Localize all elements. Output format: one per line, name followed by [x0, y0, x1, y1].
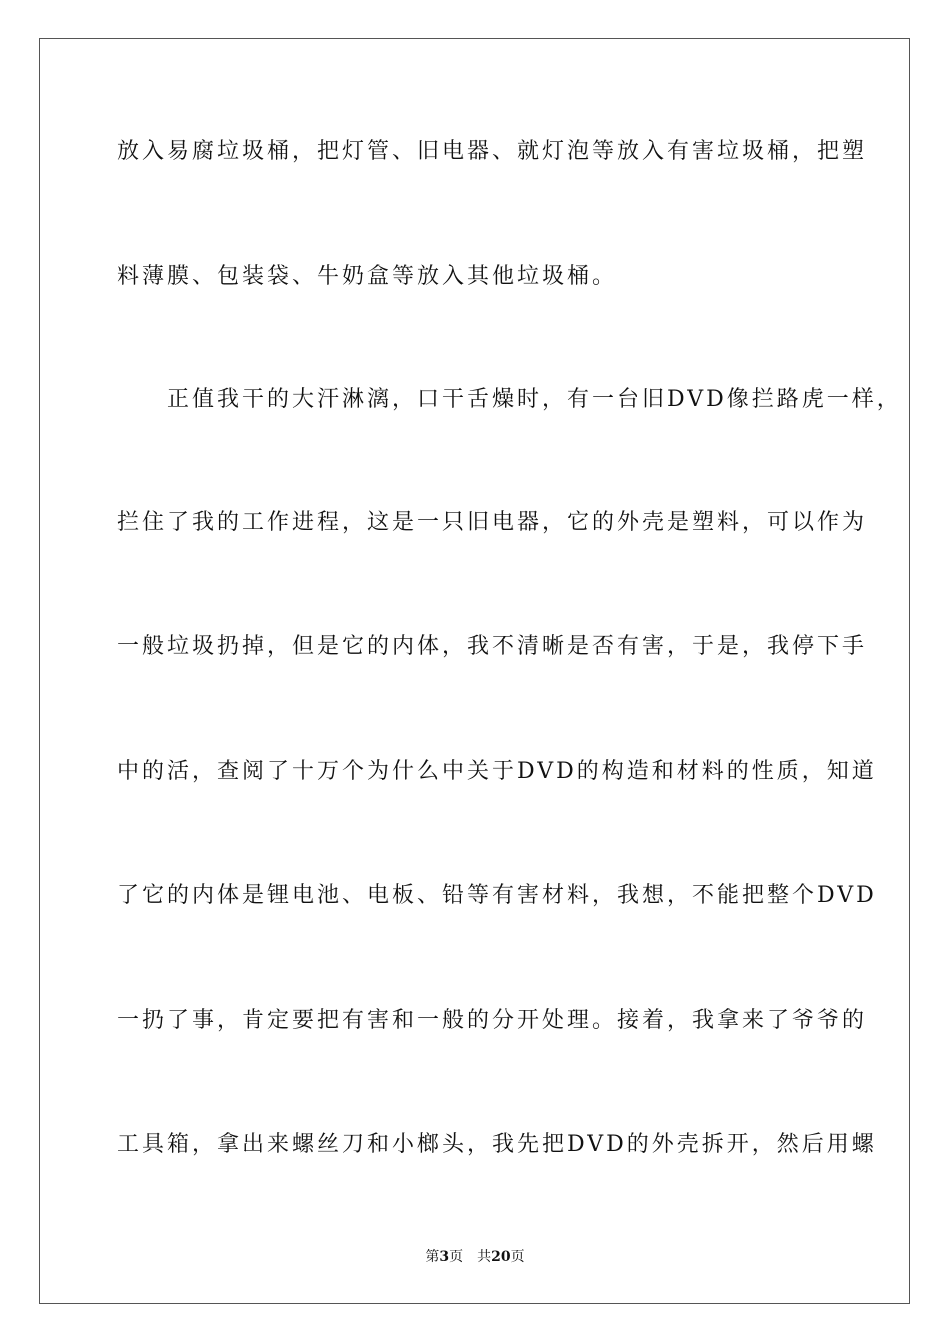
body-line-2: 料薄膜、包装袋、牛奶盒等放入其他垃圾桶。 — [117, 264, 618, 289]
body-line-5: 一般垃圾扔掉，但是它的内体，我不清晰是否有害，于是，我停下手 — [117, 634, 868, 659]
page-label-prefix: 第 — [425, 1249, 440, 1265]
total-label-suffix: 页 — [510, 1249, 525, 1265]
page-number: 3 — [439, 1249, 450, 1265]
body-line-7: 了它的内体是锂电池、电板、铅等有害材料，我想，不能把整个DVD — [117, 883, 877, 908]
body-line-4: 拦住了我的工作进程，这是一只旧电器，它的外壳是塑料，可以作为 — [117, 510, 868, 535]
total-pages: 20 — [491, 1249, 511, 1265]
body-line-6: 中的活，查阅了十万个为什么中关于DVD的构造和材料的性质，知道 — [117, 759, 877, 784]
page-frame — [39, 38, 910, 1304]
total-label-prefix: 共 — [477, 1249, 492, 1265]
body-line-3: 正值我干的大汗淋漓，口干舌燥时，有一台旧DVD像拦路虎一样， — [117, 387, 902, 412]
page-label-suffix: 页 — [449, 1249, 464, 1265]
body-line-8: 一扔了事，肯定要把有害和一般的分开处理。接着，我拿来了爷爷的 — [117, 1008, 868, 1033]
body-line-9: 工具箱，拿出来螺丝刀和小榔头，我先把DVD的外壳拆开，然后用螺 — [117, 1132, 877, 1157]
page-footer — [0, 1248, 950, 1266]
body-line-1: 放入易腐垃圾桶，把灯管、旧电器、就灯泡等放入有害垃圾桶，把塑 — [117, 139, 868, 164]
